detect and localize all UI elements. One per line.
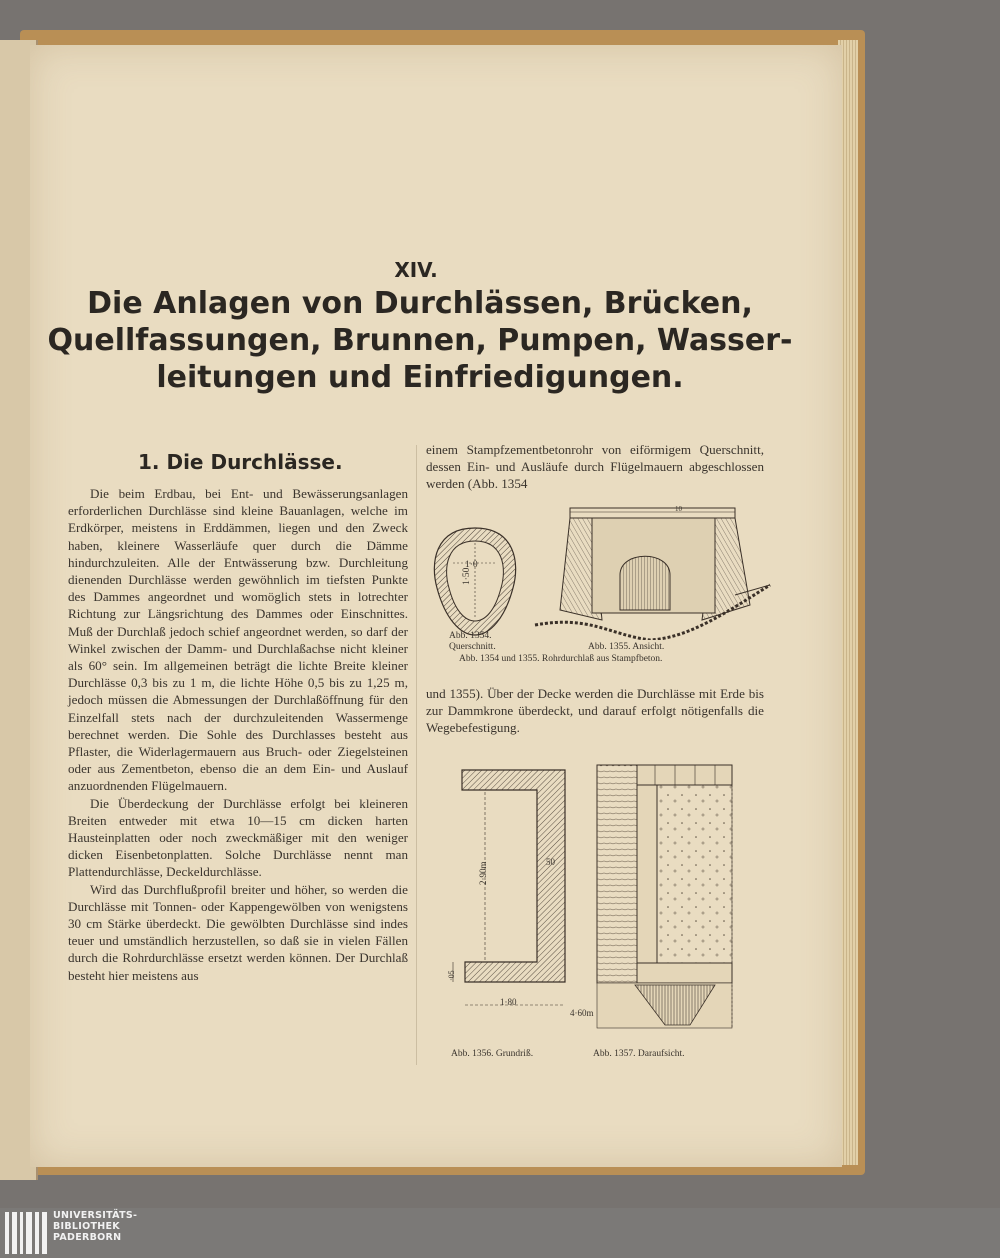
fig1355-label: Abb. 1355. Ansicht. xyxy=(588,642,665,652)
column-divider xyxy=(416,445,417,1065)
library-name-line-3: PADERBORN xyxy=(53,1232,122,1243)
fig1354-1355-caption: Abb. 1354 und 1355. Rohrdurchlaß aus Stampfbeton. xyxy=(459,654,663,664)
fig1354-sublabel: Querschnitt. xyxy=(449,642,496,652)
fig1356-caption: Abb. 1356. Grundriß. xyxy=(451,1049,534,1059)
fig1356-dim-50: 50 xyxy=(546,857,555,867)
chapter-title-line-2: Quellfassungen, Brunnen, Pumpen, Wasser- xyxy=(47,323,793,358)
figure-1356-plan xyxy=(435,760,585,1025)
paragraph-3: Wird das Durchflußprofil breiter und höher, so werden die Durchlässe mit Tonnen- oder Kappengewölben von wenigstens 30 cm Stärke überdeckt. Die gewölbten Durchlässe sind indes teuer und umständlich herzustellen, so daß sie in vielen Fällen durch die Rohrdurchlässe ersetzt werden können. Der Durchlaß besteht hier meistens aus xyxy=(68,881,408,983)
figure-1354-cross-section xyxy=(425,523,525,643)
fig1357-caption: Abb. 1357. Daraufsicht. xyxy=(593,1049,685,1059)
right-column-text-after-figures: und 1355). Über der Decke werden die Durchlässe mit Erde bis zur Dammkrone überdeckt, und darauf erfolgt nötigenfalls die Wegebefestigung. xyxy=(426,686,764,736)
left-column-text xyxy=(68,485,408,984)
library-name-line-1: UNIVERSITÄTS- xyxy=(53,1210,138,1221)
library-logo-icon xyxy=(5,1210,49,1256)
paragraph-1: Die beim Erdbau, bei Ent- und Bewässerungsanlagen erforderlichen Durchlässe sind kleine Bauanlagen, welche im Erdkörper, meistens in Erddämmen, liegen und den Zweck haben, kleinere Wasserläufe quer durch die Dämme hindurchzuleiten. Alle der Entwässerung bzw. Durchleitung dienenden Durchlässe werden gewöhnlich im tiefsten Punkte des Dammes angeordnet und womöglich stets in lotrechter Richtung zur Längsrichtung des Dammes oder Einschnittes. Muß der Durchlaß jedoch schief angeordnet werden, so darf der Winkel zwischen der Damm- und Durchlaßachse nicht kleiner als 60° sein. Im allgemeinen beträgt die lichte Breite kleiner Durchlässe 0,3 bis zu 1 m, die lichte Höhe 0,5 bis zu 1,25 m, jedoch müssen die Abmessungen der Durchlaßöffnung für den Einzelfall stets nach der durchzuleitenden Wassermenge berechnet werden. Die Sohle des Durchlasses besteht aus Pflaster, die Widerlagermauern aus Bruch- oder Ziegelsteinen oder aus Zementbeton, ebenso die an dem Ein- und Auslauf anzuordnenden Flügelmauern. xyxy=(68,486,408,794)
chapter-number: XIV. xyxy=(394,258,438,282)
library-name xyxy=(53,1210,137,1243)
fig1354-label: Abb. 1354. xyxy=(449,631,492,641)
fig1356-dim-overall: 4·60m xyxy=(570,1008,594,1018)
book-page xyxy=(30,45,842,1167)
figure-1357-top-view xyxy=(595,763,745,1038)
fig1356-dim-small: ·05 xyxy=(447,970,456,981)
fig1354-dim-width: 1·0 xyxy=(465,560,478,570)
fig1354-dim-height: 1·50 xyxy=(462,567,472,585)
chapter-title-line-3: leitungen und Einfriedigungen. xyxy=(156,360,684,395)
fig1356-dim-height: 2·90m xyxy=(478,861,488,885)
right-column-top-text: einem Stampfzementbetonrohr von eiförmigem Querschnitt, dessen Ein- und Ausläufe durch Flügelmauern abgeschlossen werden (Abb. 1354 xyxy=(426,442,764,492)
figure-1355-elevation xyxy=(530,500,775,640)
fig1356-dim-width: 1·80 xyxy=(500,997,517,1007)
section-title: 1. Die Durchlässe. xyxy=(138,450,343,474)
chapter-title-line-1: Die Anlagen von Durchlässen, Brücken, xyxy=(87,286,753,321)
chapter-title xyxy=(30,285,810,396)
library-footer-bar xyxy=(0,1208,1000,1258)
library-name-line-2: BIBLIOTHEK xyxy=(53,1221,120,1232)
fig1355-dim: 10 xyxy=(675,505,682,513)
paragraph-2: Die Überdeckung der Durchlässe erfolgt bei kleineren Breiten entweder mit etwa 10—15 cm dicken harten Hausteinplatten oder noch zweckmäßiger mit den weniger dicken Eisenbetonplatten. Solche Durchlässe nennt man Plattendurchlässe, Deckeldurchlässe. xyxy=(68,795,408,880)
